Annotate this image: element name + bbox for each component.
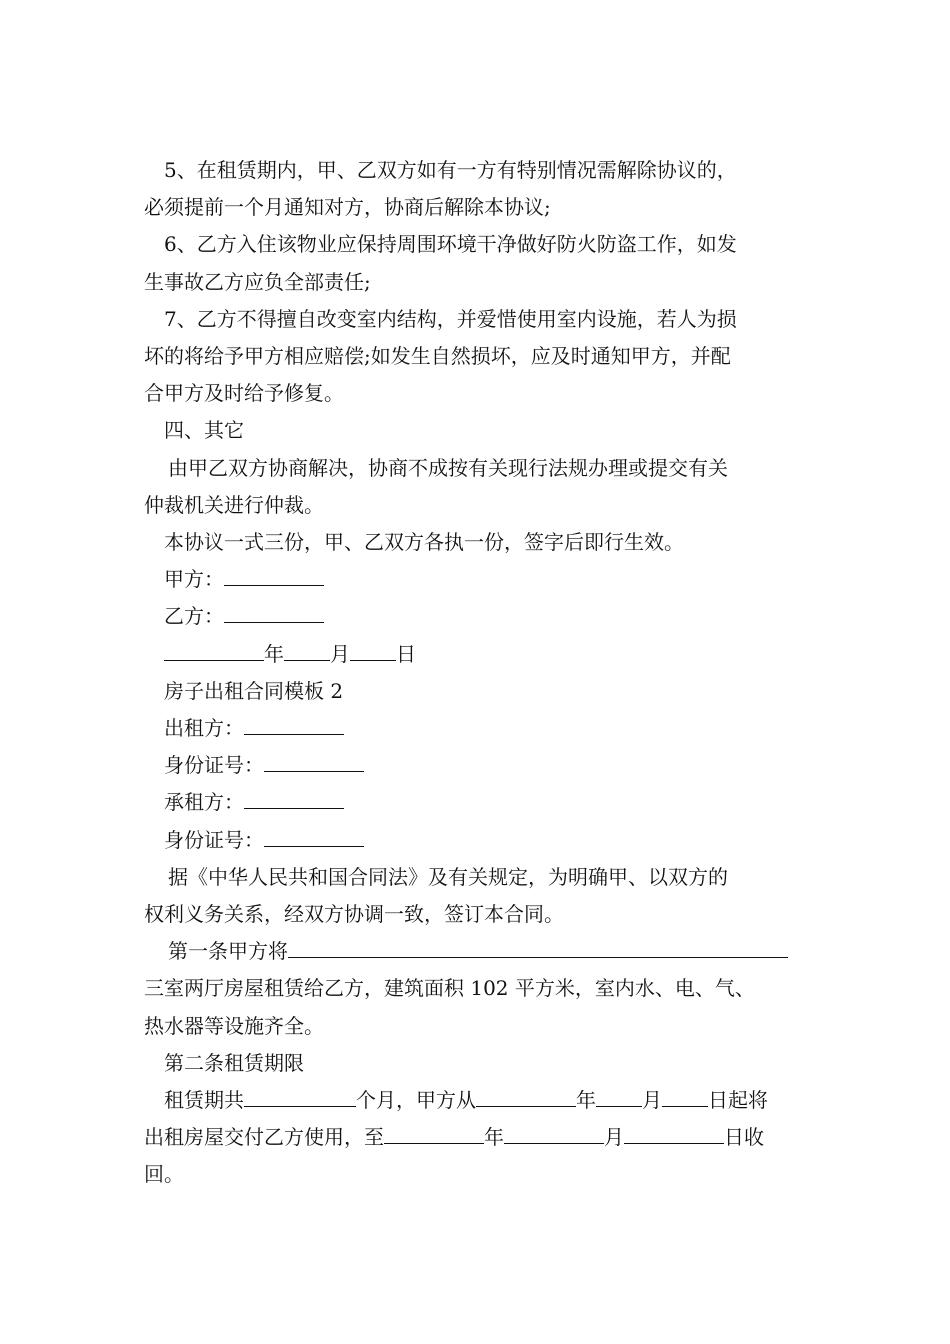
- handover-label: 出租房屋交付乙方使用，至: [144, 1125, 384, 1150]
- lessee-id-blank[interactable]: [264, 828, 364, 847]
- article-1-prefix: 第一条甲方将: [168, 939, 288, 964]
- party-b-blank[interactable]: [224, 604, 324, 623]
- party-a-signature-line: [144, 561, 808, 598]
- section-heading-other: 四、其它: [164, 418, 244, 443]
- lessee-id-label: 身份证号：: [164, 827, 264, 852]
- lessor-id-blank[interactable]: [264, 753, 364, 772]
- lessee-id-line: [144, 822, 808, 859]
- end-day-label: 日收: [724, 1125, 764, 1150]
- end-year-blank[interactable]: [384, 1125, 484, 1144]
- lessee-label: 承租方：: [164, 790, 244, 815]
- date-year-blank[interactable]: [164, 642, 264, 661]
- lease-months-blank[interactable]: [244, 1088, 356, 1107]
- start-day-label: 日起将: [708, 1088, 768, 1113]
- lessee-line: [144, 784, 808, 821]
- clause-6-line-1: 6、乙方入住该物业应保持周围环境干净做好防火防盗工作，如发: [164, 232, 737, 257]
- end-day-blank[interactable]: [624, 1125, 724, 1144]
- end-month-label: 月: [604, 1125, 624, 1150]
- clause-5-line-1: 5、在租赁期内，甲、乙双方如有一方有特别情况需解除协议的，: [164, 158, 737, 182]
- months-from-label: 个月，甲方从: [356, 1088, 476, 1113]
- article-1-address-blank[interactable]: [288, 939, 788, 958]
- clause-7-line-2: 坏的将给予甲方相应赔偿;如发生自然损坏，应及时通知甲方，并配: [144, 344, 731, 369]
- party-b-signature-line: [144, 598, 808, 635]
- party-b-label: 乙方：: [164, 604, 224, 629]
- lessee-blank[interactable]: [244, 790, 344, 809]
- clause-7-line-3: 合甲方及时给予修复。: [144, 381, 344, 406]
- article-1-line-3: 热水器等设施齐全。: [144, 1013, 324, 1038]
- start-year-label: 年: [576, 1088, 596, 1113]
- year-label: 年: [264, 641, 284, 666]
- start-month-blank[interactable]: [596, 1088, 642, 1107]
- end-month-blank[interactable]: [504, 1125, 604, 1144]
- start-month-label: 月: [642, 1088, 662, 1113]
- lessor-label: 出租方：: [164, 716, 244, 741]
- party-a-label: 甲方：: [164, 567, 224, 592]
- article-2-line-1: [144, 1082, 808, 1119]
- article-2-line-3: 回。: [144, 1162, 184, 1187]
- date-month-blank[interactable]: [284, 642, 330, 661]
- month-label: 月: [330, 641, 350, 666]
- lessor-line: [144, 710, 808, 747]
- lessor-id-line: [144, 747, 808, 784]
- lessor-blank[interactable]: [244, 716, 344, 735]
- clause-5-line-2: 必须提前一个月通知对方，协商后解除本协议;: [144, 195, 551, 220]
- copies-statement: 本协议一式三份，甲、乙双方各执一份，签字后即行生效。: [164, 530, 684, 555]
- other-text-line-2: 仲裁机关进行仲裁。: [144, 492, 324, 517]
- clause-6-line-2: 生事故乙方应负全部责任;: [144, 269, 371, 294]
- basis-line-1: 据《中华人民共和国合同法》及有关规定，为明确甲、以双方的: [168, 864, 728, 889]
- lease-term-label: 租赁期共: [164, 1088, 244, 1113]
- other-text-line-1: 由甲乙双方协商解决，协商不成按有关现行法规办理或提交有关: [168, 455, 728, 480]
- end-year-label: 年: [484, 1125, 504, 1150]
- date-day-blank[interactable]: [350, 642, 396, 661]
- clause-7-line-1: 7、乙方不得擅自改变室内结构，并爱惜使用室内设施，若人为损: [164, 306, 737, 331]
- start-day-blank[interactable]: [662, 1088, 708, 1107]
- lessor-id-label: 身份证号：: [164, 753, 264, 778]
- document-page: [144, 152, 808, 1194]
- start-year-blank[interactable]: [476, 1088, 576, 1107]
- article-1-line-2: 三室两厅房屋租赁给乙方，建筑面积 102 平方米，室内水、电、气、: [144, 976, 755, 1001]
- signature-date-line: [144, 636, 808, 673]
- article-1-line-1: [144, 933, 808, 970]
- basis-line-2: 权利义务关系，经双方协调一致，签订本合同。: [144, 902, 564, 927]
- day-label: 日: [396, 641, 416, 666]
- article-2-heading: 第二条租赁期限: [164, 1050, 304, 1075]
- template-2-title: 房子出租合同模板 2: [164, 678, 344, 703]
- party-a-blank[interactable]: [224, 567, 324, 586]
- article-2-line-2: [144, 1119, 808, 1156]
